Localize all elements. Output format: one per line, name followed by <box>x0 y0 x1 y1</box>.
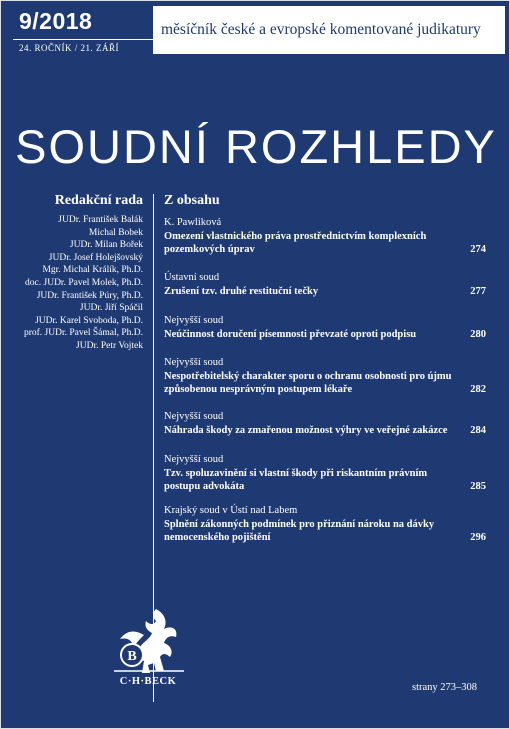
board-member: doc. JUDr. Pavel Molek, Ph.D. <box>25 277 143 288</box>
entry-page: 285 <box>470 481 486 492</box>
entry-page: 274 <box>470 244 486 255</box>
entry-page: 280 <box>470 329 486 340</box>
contents-entry <box>164 271 494 298</box>
tagline-box <box>153 6 505 54</box>
board-member: JUDr. Milan Bořek <box>69 240 143 251</box>
entry-title: Splnění zákonných podmínek pro přiznání nároku na dávky nemocenského pojištění <box>164 519 435 543</box>
entry-title: Omezení vlastnického práva prostřednictvím komplexních pozemkových úprav <box>164 231 427 255</box>
entry-court: Nejvyšší soud <box>164 315 224 326</box>
entry-page: 284 <box>470 425 486 436</box>
page-range: strany 273–308 <box>412 682 478 693</box>
board-member: JUDr. František Balák <box>58 215 143 225</box>
logo-letter: B <box>127 649 137 664</box>
entry-court: Nejvyšší soud <box>164 411 224 422</box>
issue-block <box>7 6 153 54</box>
entry-author: K. Pawliková <box>164 217 222 228</box>
tagline: měsíčník české a evropské komentované judikatury <box>161 21 481 38</box>
entry-title: Náhrada škody za zmařenou možnost výhry ve veřejné zakázce <box>164 425 448 436</box>
board-member: prof. JUDr. Pavel Šámal, Ph.D. <box>23 328 143 339</box>
board-member: Mgr. Michal Králík, Ph.D. <box>42 265 143 276</box>
contents-entry <box>164 356 494 396</box>
entry-title: Zrušení tzv. druhé restituční tečky <box>164 286 319 297</box>
magazine-title: SOUDNÍ ROZHLEDY <box>15 120 497 173</box>
volume-date: 24. ROČNÍK / 21. ZÁŘÍ <box>19 43 119 53</box>
issue-divider <box>13 39 153 40</box>
contents-heading: Z obsahu <box>164 193 220 208</box>
board-member: Michal Bobek <box>88 227 143 238</box>
board-member: JUDr. Karel Svoboda, Ph.D. <box>35 315 143 326</box>
contents-entry <box>164 410 494 437</box>
entry-title: Nespotřebitelský charakter sporu o ochranu osobnosti pro újmu způsobenou nesprávným postupem lékaře <box>164 371 452 395</box>
contents-entry <box>164 314 494 341</box>
entry-title: Neúčinnost doručení písemnosti převzaté oproti podpisu <box>164 329 417 340</box>
editorial-board-heading: Redakční rada <box>54 193 143 208</box>
entry-page: 296 <box>470 532 486 543</box>
board-member: JUDr. Josef Holejšovský <box>48 252 143 263</box>
entry-page: 282 <box>470 384 486 395</box>
editorial-board-list <box>24 214 143 353</box>
entry-title: Tzv. spoluzavinění si vlastní škody při riskantním právním postupu advokáta <box>164 468 428 492</box>
entry-court: Krajský soud v Ústí nad Labem <box>164 505 298 516</box>
contents-entry <box>164 504 494 544</box>
contents-entry <box>164 216 494 256</box>
entry-court: Nejvyšší soud <box>164 357 224 368</box>
board-member: JUDr. Petr Vojtek <box>76 340 143 351</box>
entry-page: 277 <box>470 286 486 297</box>
board-member: JUDr. František Púry, Ph.D. <box>36 290 143 301</box>
board-member: JUDr. Jiří Spáčil <box>79 303 143 314</box>
entry-court: Ústavní soud <box>164 272 220 283</box>
publisher-name: C·H·BECK <box>119 676 177 687</box>
contents-entry <box>164 453 494 493</box>
issue-number: 9/2018 <box>19 8 93 34</box>
entry-court: Nejvyšší soud <box>164 454 224 465</box>
